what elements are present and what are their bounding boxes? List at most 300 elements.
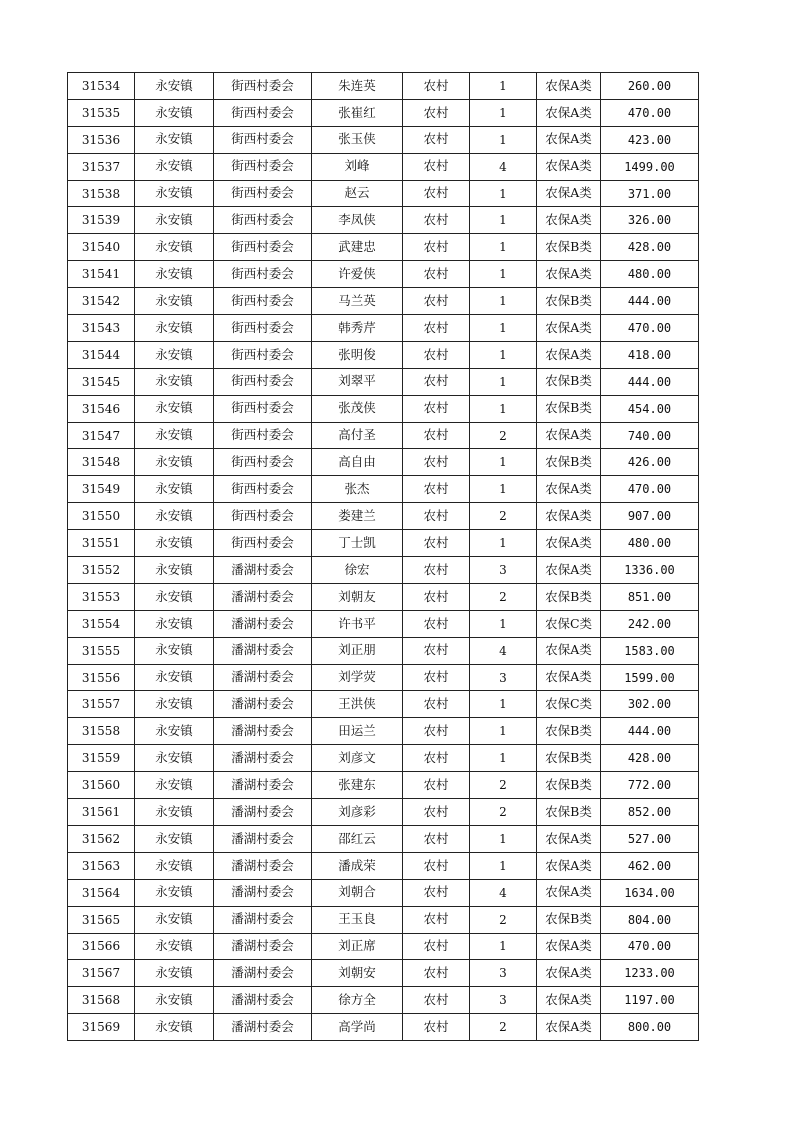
category-cell: 农保B类 — [537, 449, 601, 476]
table-row — [68, 126, 699, 153]
member-count-cell: 1 — [470, 449, 537, 476]
household-type-cell: 农村 — [403, 126, 470, 153]
amount-cell: 470.00 — [601, 476, 699, 503]
member-count-cell: 1 — [470, 745, 537, 772]
town-cell: 永安镇 — [135, 341, 214, 368]
village-committee-cell: 潘湖村委会 — [214, 745, 312, 772]
category-cell: 农保B类 — [537, 799, 601, 826]
member-count-cell: 3 — [470, 664, 537, 691]
category-cell: 农保A类 — [537, 933, 601, 960]
name-cell: 马兰英 — [312, 288, 403, 315]
town-cell: 永安镇 — [135, 207, 214, 234]
household-type-cell: 农村 — [403, 772, 470, 799]
name-cell: 刘峰 — [312, 153, 403, 180]
category-cell: 农保A类 — [537, 879, 601, 906]
village-committee-cell: 潘湖村委会 — [214, 583, 312, 610]
record-id-cell: 31557 — [68, 691, 135, 718]
table-row — [68, 476, 699, 503]
table-row — [68, 637, 699, 664]
household-type-cell: 农村 — [403, 906, 470, 933]
village-committee-cell: 街西村委会 — [214, 126, 312, 153]
village-committee-cell: 潘湖村委会 — [214, 664, 312, 691]
table-row — [68, 852, 699, 879]
record-id-cell: 31567 — [68, 960, 135, 987]
amount-cell: 1583.00 — [601, 637, 699, 664]
town-cell: 永安镇 — [135, 852, 214, 879]
name-cell: 刘彦彩 — [312, 799, 403, 826]
household-type-cell: 农村 — [403, 449, 470, 476]
record-id-cell: 31555 — [68, 637, 135, 664]
amount-cell: 454.00 — [601, 395, 699, 422]
category-cell: 农保A类 — [537, 1014, 601, 1041]
amount-cell: 371.00 — [601, 180, 699, 207]
amount-cell: 1599.00 — [601, 664, 699, 691]
amount-cell: 326.00 — [601, 207, 699, 234]
name-cell: 田运兰 — [312, 718, 403, 745]
member-count-cell: 1 — [470, 476, 537, 503]
town-cell: 永安镇 — [135, 503, 214, 530]
record-id-cell: 31535 — [68, 99, 135, 126]
town-cell: 永安镇 — [135, 772, 214, 799]
record-id-cell: 31541 — [68, 261, 135, 288]
record-id-cell: 31539 — [68, 207, 135, 234]
household-type-cell: 农村 — [403, 99, 470, 126]
member-count-cell: 1 — [470, 261, 537, 288]
record-id-cell: 31534 — [68, 73, 135, 100]
record-id-cell: 31568 — [68, 987, 135, 1014]
name-cell: 刘朝安 — [312, 960, 403, 987]
category-cell: 农保C类 — [537, 610, 601, 637]
household-type-cell: 农村 — [403, 153, 470, 180]
village-committee-cell: 潘湖村委会 — [214, 772, 312, 799]
table-row — [68, 503, 699, 530]
table-row — [68, 422, 699, 449]
member-count-cell: 1 — [470, 718, 537, 745]
record-id-cell: 31550 — [68, 503, 135, 530]
data-table — [67, 72, 699, 1041]
table-row — [68, 449, 699, 476]
village-committee-cell: 潘湖村委会 — [214, 718, 312, 745]
record-id-cell: 31553 — [68, 583, 135, 610]
amount-cell: 1233.00 — [601, 960, 699, 987]
village-committee-cell: 街西村委会 — [214, 449, 312, 476]
table-row — [68, 610, 699, 637]
member-count-cell: 2 — [470, 422, 537, 449]
member-count-cell: 1 — [470, 73, 537, 100]
amount-cell: 426.00 — [601, 449, 699, 476]
table-row — [68, 1014, 699, 1041]
village-committee-cell: 潘湖村委会 — [214, 852, 312, 879]
amount-cell: 772.00 — [601, 772, 699, 799]
record-id-cell: 31548 — [68, 449, 135, 476]
member-count-cell: 1 — [470, 180, 537, 207]
table-row — [68, 315, 699, 342]
member-count-cell: 1 — [470, 691, 537, 718]
name-cell: 张杰 — [312, 476, 403, 503]
table-row — [68, 745, 699, 772]
name-cell: 高自由 — [312, 449, 403, 476]
amount-cell: 804.00 — [601, 906, 699, 933]
town-cell: 永安镇 — [135, 933, 214, 960]
name-cell: 徐方全 — [312, 987, 403, 1014]
table-row — [68, 341, 699, 368]
household-type-cell: 农村 — [403, 825, 470, 852]
amount-cell: 444.00 — [601, 718, 699, 745]
category-cell: 农保A类 — [537, 73, 601, 100]
village-committee-cell: 街西村委会 — [214, 422, 312, 449]
village-committee-cell: 街西村委会 — [214, 315, 312, 342]
category-cell: 农保A类 — [537, 153, 601, 180]
category-cell: 农保A类 — [537, 207, 601, 234]
household-type-cell: 农村 — [403, 637, 470, 664]
category-cell: 农保B类 — [537, 288, 601, 315]
table-row — [68, 772, 699, 799]
record-id-cell: 31558 — [68, 718, 135, 745]
village-committee-cell: 街西村委会 — [214, 341, 312, 368]
amount-cell: 1634.00 — [601, 879, 699, 906]
name-cell: 武建忠 — [312, 234, 403, 261]
village-committee-cell: 街西村委会 — [214, 503, 312, 530]
town-cell: 永安镇 — [135, 99, 214, 126]
record-id-cell: 31556 — [68, 664, 135, 691]
amount-cell: 470.00 — [601, 315, 699, 342]
record-id-cell: 31546 — [68, 395, 135, 422]
household-type-cell: 农村 — [403, 718, 470, 745]
category-cell: 农保B类 — [537, 395, 601, 422]
household-type-cell: 农村 — [403, 395, 470, 422]
member-count-cell: 4 — [470, 879, 537, 906]
name-cell: 张茂侠 — [312, 395, 403, 422]
town-cell: 永安镇 — [135, 422, 214, 449]
town-cell: 永安镇 — [135, 261, 214, 288]
household-type-cell: 农村 — [403, 1014, 470, 1041]
town-cell: 永安镇 — [135, 960, 214, 987]
amount-cell: 480.00 — [601, 530, 699, 557]
village-committee-cell: 街西村委会 — [214, 207, 312, 234]
name-cell: 王洪侠 — [312, 691, 403, 718]
household-type-cell: 农村 — [403, 315, 470, 342]
household-type-cell: 农村 — [403, 583, 470, 610]
amount-cell: 462.00 — [601, 852, 699, 879]
household-type-cell: 农村 — [403, 987, 470, 1014]
amount-cell: 1336.00 — [601, 557, 699, 584]
town-cell: 永安镇 — [135, 637, 214, 664]
town-cell: 永安镇 — [135, 180, 214, 207]
village-committee-cell: 街西村委会 — [214, 180, 312, 207]
member-count-cell: 1 — [470, 288, 537, 315]
category-cell: 农保A类 — [537, 99, 601, 126]
household-type-cell: 农村 — [403, 503, 470, 530]
member-count-cell: 1 — [470, 341, 537, 368]
member-count-cell: 1 — [470, 852, 537, 879]
record-id-cell: 31563 — [68, 852, 135, 879]
table-row — [68, 153, 699, 180]
category-cell: 农保A类 — [537, 315, 601, 342]
category-cell: 农保A类 — [537, 852, 601, 879]
amount-cell: 907.00 — [601, 503, 699, 530]
village-committee-cell: 街西村委会 — [214, 288, 312, 315]
category-cell: 农保A类 — [537, 261, 601, 288]
table-row — [68, 691, 699, 718]
table-row — [68, 180, 699, 207]
name-cell: 韩秀芹 — [312, 315, 403, 342]
name-cell: 张玉侠 — [312, 126, 403, 153]
town-cell: 永安镇 — [135, 664, 214, 691]
household-type-cell: 农村 — [403, 368, 470, 395]
table-row — [68, 960, 699, 987]
household-type-cell: 农村 — [403, 234, 470, 261]
name-cell: 张建东 — [312, 772, 403, 799]
member-count-cell: 1 — [470, 99, 537, 126]
household-type-cell: 农村 — [403, 261, 470, 288]
table-row — [68, 825, 699, 852]
category-cell: 农保B类 — [537, 718, 601, 745]
name-cell: 徐宏 — [312, 557, 403, 584]
member-count-cell: 1 — [470, 395, 537, 422]
village-committee-cell: 街西村委会 — [214, 368, 312, 395]
amount-cell: 242.00 — [601, 610, 699, 637]
record-id-cell: 31561 — [68, 799, 135, 826]
category-cell: 农保B类 — [537, 906, 601, 933]
village-committee-cell: 潘湖村委会 — [214, 610, 312, 637]
record-id-cell: 31569 — [68, 1014, 135, 1041]
table-row — [68, 933, 699, 960]
table-body — [68, 73, 699, 1041]
town-cell: 永安镇 — [135, 718, 214, 745]
name-cell: 王玉良 — [312, 906, 403, 933]
record-id-cell: 31545 — [68, 368, 135, 395]
member-count-cell: 2 — [470, 1014, 537, 1041]
name-cell: 娄建兰 — [312, 503, 403, 530]
town-cell: 永安镇 — [135, 73, 214, 100]
category-cell: 农保A类 — [537, 476, 601, 503]
town-cell: 永安镇 — [135, 126, 214, 153]
town-cell: 永安镇 — [135, 610, 214, 637]
member-count-cell: 1 — [470, 825, 537, 852]
name-cell: 刘朝合 — [312, 879, 403, 906]
village-committee-cell: 潘湖村委会 — [214, 1014, 312, 1041]
household-type-cell: 农村 — [403, 664, 470, 691]
name-cell: 刘朝友 — [312, 583, 403, 610]
category-cell: 农保A类 — [537, 180, 601, 207]
household-type-cell: 农村 — [403, 207, 470, 234]
name-cell: 邵红云 — [312, 825, 403, 852]
member-count-cell: 2 — [470, 799, 537, 826]
name-cell: 潘成荣 — [312, 852, 403, 879]
name-cell: 刘正席 — [312, 933, 403, 960]
category-cell: 农保A类 — [537, 825, 601, 852]
name-cell: 赵云 — [312, 180, 403, 207]
table-row — [68, 799, 699, 826]
member-count-cell: 1 — [470, 933, 537, 960]
record-id-cell: 31564 — [68, 879, 135, 906]
table-row — [68, 261, 699, 288]
amount-cell: 428.00 — [601, 745, 699, 772]
town-cell: 永安镇 — [135, 234, 214, 261]
amount-cell: 444.00 — [601, 288, 699, 315]
member-count-cell: 4 — [470, 637, 537, 664]
name-cell: 许书平 — [312, 610, 403, 637]
member-count-cell: 1 — [470, 234, 537, 261]
category-cell: 农保A类 — [537, 960, 601, 987]
record-id-cell: 31537 — [68, 153, 135, 180]
town-cell: 永安镇 — [135, 153, 214, 180]
village-committee-cell: 潘湖村委会 — [214, 906, 312, 933]
category-cell: 农保A类 — [537, 530, 601, 557]
name-cell: 刘学荧 — [312, 664, 403, 691]
table-row — [68, 368, 699, 395]
table-row — [68, 557, 699, 584]
category-cell: 农保A类 — [537, 503, 601, 530]
record-id-cell: 31544 — [68, 341, 135, 368]
name-cell: 刘彦文 — [312, 745, 403, 772]
table-row — [68, 530, 699, 557]
category-cell: 农保A类 — [537, 557, 601, 584]
record-id-cell: 31559 — [68, 745, 135, 772]
record-id-cell: 31549 — [68, 476, 135, 503]
village-committee-cell: 街西村委会 — [214, 261, 312, 288]
member-count-cell: 1 — [470, 207, 537, 234]
table-row — [68, 234, 699, 261]
household-type-cell: 农村 — [403, 73, 470, 100]
town-cell: 永安镇 — [135, 583, 214, 610]
category-cell: 农保B类 — [537, 772, 601, 799]
record-id-cell: 31551 — [68, 530, 135, 557]
record-id-cell: 31566 — [68, 933, 135, 960]
member-count-cell: 1 — [470, 368, 537, 395]
table-row — [68, 906, 699, 933]
name-cell: 丁士凯 — [312, 530, 403, 557]
household-type-cell: 农村 — [403, 799, 470, 826]
amount-cell: 851.00 — [601, 583, 699, 610]
amount-cell: 1499.00 — [601, 153, 699, 180]
category-cell: 农保B类 — [537, 234, 601, 261]
record-id-cell: 31560 — [68, 772, 135, 799]
member-count-cell: 1 — [470, 530, 537, 557]
village-committee-cell: 潘湖村委会 — [214, 557, 312, 584]
record-id-cell: 31562 — [68, 825, 135, 852]
amount-cell: 423.00 — [601, 126, 699, 153]
name-cell: 张崔红 — [312, 99, 403, 126]
name-cell: 张明俊 — [312, 341, 403, 368]
town-cell: 永安镇 — [135, 315, 214, 342]
member-count-cell: 1 — [470, 610, 537, 637]
household-type-cell: 农村 — [403, 288, 470, 315]
household-type-cell: 农村 — [403, 341, 470, 368]
town-cell: 永安镇 — [135, 745, 214, 772]
member-count-cell: 3 — [470, 960, 537, 987]
town-cell: 永安镇 — [135, 288, 214, 315]
member-count-cell: 2 — [470, 503, 537, 530]
record-id-cell: 31552 — [68, 557, 135, 584]
name-cell: 李凤侠 — [312, 207, 403, 234]
record-id-cell: 31536 — [68, 126, 135, 153]
household-type-cell: 农村 — [403, 180, 470, 207]
table-row — [68, 879, 699, 906]
table-row — [68, 99, 699, 126]
household-type-cell: 农村 — [403, 530, 470, 557]
town-cell: 永安镇 — [135, 368, 214, 395]
member-count-cell: 3 — [470, 557, 537, 584]
record-id-cell: 31540 — [68, 234, 135, 261]
household-type-cell: 农村 — [403, 610, 470, 637]
town-cell: 永安镇 — [135, 799, 214, 826]
category-cell: 农保B类 — [537, 745, 601, 772]
village-committee-cell: 潘湖村委会 — [214, 799, 312, 826]
name-cell: 朱连英 — [312, 73, 403, 100]
table-row — [68, 207, 699, 234]
village-committee-cell: 潘湖村委会 — [214, 879, 312, 906]
record-id-cell: 31547 — [68, 422, 135, 449]
village-committee-cell: 街西村委会 — [214, 99, 312, 126]
name-cell: 高学尚 — [312, 1014, 403, 1041]
village-committee-cell: 潘湖村委会 — [214, 933, 312, 960]
town-cell: 永安镇 — [135, 395, 214, 422]
amount-cell: 480.00 — [601, 261, 699, 288]
amount-cell: 302.00 — [601, 691, 699, 718]
village-committee-cell: 潘湖村委会 — [214, 691, 312, 718]
table-row — [68, 395, 699, 422]
amount-cell: 418.00 — [601, 341, 699, 368]
amount-cell: 428.00 — [601, 234, 699, 261]
household-type-cell: 农村 — [403, 422, 470, 449]
village-committee-cell: 街西村委会 — [214, 73, 312, 100]
member-count-cell: 2 — [470, 772, 537, 799]
category-cell: 农保A类 — [537, 341, 601, 368]
amount-cell: 470.00 — [601, 99, 699, 126]
category-cell: 农保B类 — [537, 368, 601, 395]
amount-cell: 470.00 — [601, 933, 699, 960]
town-cell: 永安镇 — [135, 879, 214, 906]
category-cell: 农保A类 — [537, 126, 601, 153]
category-cell: 农保C类 — [537, 691, 601, 718]
town-cell: 永安镇 — [135, 557, 214, 584]
record-id-cell: 31554 — [68, 610, 135, 637]
household-type-cell: 农村 — [403, 879, 470, 906]
amount-cell: 444.00 — [601, 368, 699, 395]
town-cell: 永安镇 — [135, 906, 214, 933]
amount-cell: 260.00 — [601, 73, 699, 100]
member-count-cell: 4 — [470, 153, 537, 180]
member-count-cell: 2 — [470, 906, 537, 933]
household-type-cell: 农村 — [403, 745, 470, 772]
member-count-cell: 2 — [470, 583, 537, 610]
town-cell: 永安镇 — [135, 530, 214, 557]
village-committee-cell: 潘湖村委会 — [214, 960, 312, 987]
town-cell: 永安镇 — [135, 825, 214, 852]
household-type-cell: 农村 — [403, 557, 470, 584]
household-type-cell: 农村 — [403, 852, 470, 879]
amount-cell: 740.00 — [601, 422, 699, 449]
household-type-cell: 农村 — [403, 476, 470, 503]
category-cell: 农保A类 — [537, 422, 601, 449]
table-row — [68, 288, 699, 315]
name-cell: 许爱侠 — [312, 261, 403, 288]
category-cell: 农保A类 — [537, 987, 601, 1014]
table-row — [68, 664, 699, 691]
amount-cell: 1197.00 — [601, 987, 699, 1014]
name-cell: 刘翠平 — [312, 368, 403, 395]
town-cell: 永安镇 — [135, 476, 214, 503]
village-committee-cell: 街西村委会 — [214, 476, 312, 503]
table-row — [68, 987, 699, 1014]
name-cell: 刘正朋 — [312, 637, 403, 664]
village-committee-cell: 潘湖村委会 — [214, 987, 312, 1014]
town-cell: 永安镇 — [135, 987, 214, 1014]
town-cell: 永安镇 — [135, 449, 214, 476]
amount-cell: 800.00 — [601, 1014, 699, 1041]
town-cell: 永安镇 — [135, 691, 214, 718]
